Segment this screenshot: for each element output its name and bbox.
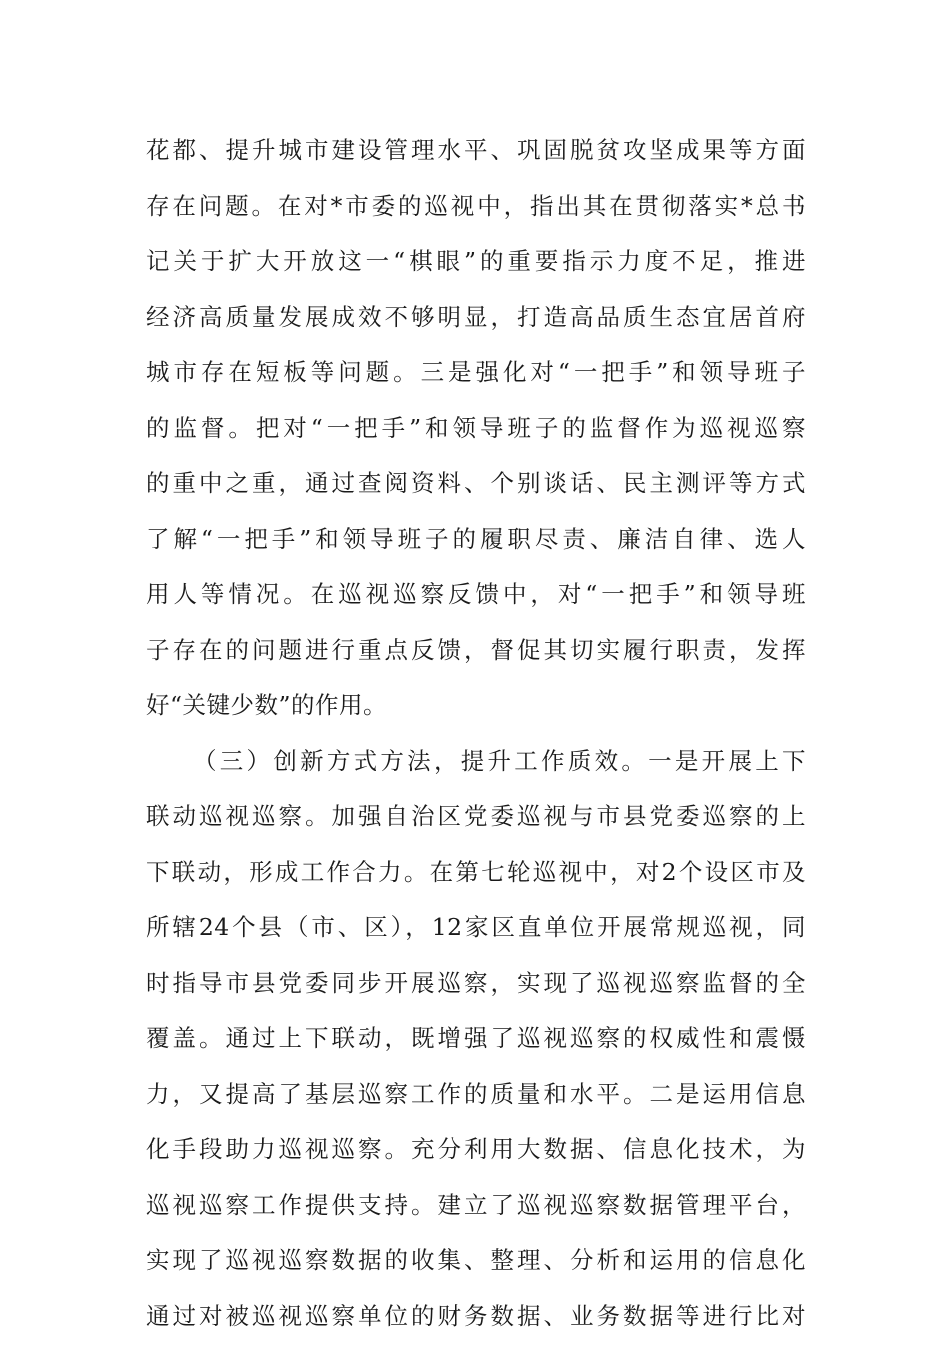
text-line-4: 经济高质量发展成效不够明显，打造高品质生态宜居首府 <box>146 294 806 350</box>
text-line-19: 化手段助力巡视巡察。充分利用大数据、信息化技术，为 <box>146 1126 806 1182</box>
text-line-10: 子存在的问题进行重点反馈，督促其切实履行职责，发挥 <box>146 627 806 683</box>
text-line-22: 通过对被巡视巡察单位的财务数据、业务数据等进行比对 <box>146 1293 806 1348</box>
text-line-3: 记关于扩大开放这一“棋眼”的重要指示力度不足，推进 <box>146 238 806 294</box>
text-line-15: 所辖24个县（市、区），12家区直单位开展常规巡视，同 <box>146 904 806 960</box>
text-line-5: 城市存在短板等问题。三是强化对“一把手”和领导班子 <box>146 349 806 405</box>
text-line-8: 了解“一把手”和领导班子的履职尽责、廉洁自律、选人 <box>146 516 806 572</box>
text-line-18: 力，又提高了基层巡察工作的质量和水平。二是运用信息 <box>146 1071 806 1127</box>
text-line-7: 的重中之重，通过查阅资料、个别谈话、民主测评等方式 <box>146 460 806 516</box>
text-line-14: 下联动，形成工作合力。在第七轮巡视中，对2个设区市及 <box>146 849 806 905</box>
text-line-1: 花都、提升城市建设管理水平、巩固脱贫攻坚成果等方面 <box>146 127 806 183</box>
text-line-17: 覆盖。通过上下联动，既增强了巡视巡察的权威性和震慑 <box>146 1015 806 1071</box>
text-line-20: 巡视巡察工作提供支持。建立了巡视巡察数据管理平台， <box>146 1182 806 1238</box>
text-line-6: 的监督。把对“一把手”和领导班子的监督作为巡视巡察 <box>146 405 806 461</box>
text-line-16: 时指导市县党委同步开展巡察，实现了巡视巡察监督的全 <box>146 960 806 1016</box>
text-line-13: 联动巡视巡察。加强自治区党委巡视与市县党委巡察的上 <box>146 793 806 849</box>
text-line-11: 好“关键少数”的作用。 <box>146 682 806 738</box>
section-heading-line: （三）创新方式方法，提升工作质效。一是开展上下 <box>146 738 806 794</box>
text-line-2: 存在问题。在对*市委的巡视中，指出其在贯彻落实*总书 <box>146 183 806 239</box>
text-line-21: 实现了巡视巡察数据的收集、整理、分析和运用的信息化 <box>146 1237 806 1293</box>
document-body <box>146 127 806 1348</box>
text-line-9: 用人等情况。在巡视巡察反馈中，对“一把手”和领导班 <box>146 571 806 627</box>
